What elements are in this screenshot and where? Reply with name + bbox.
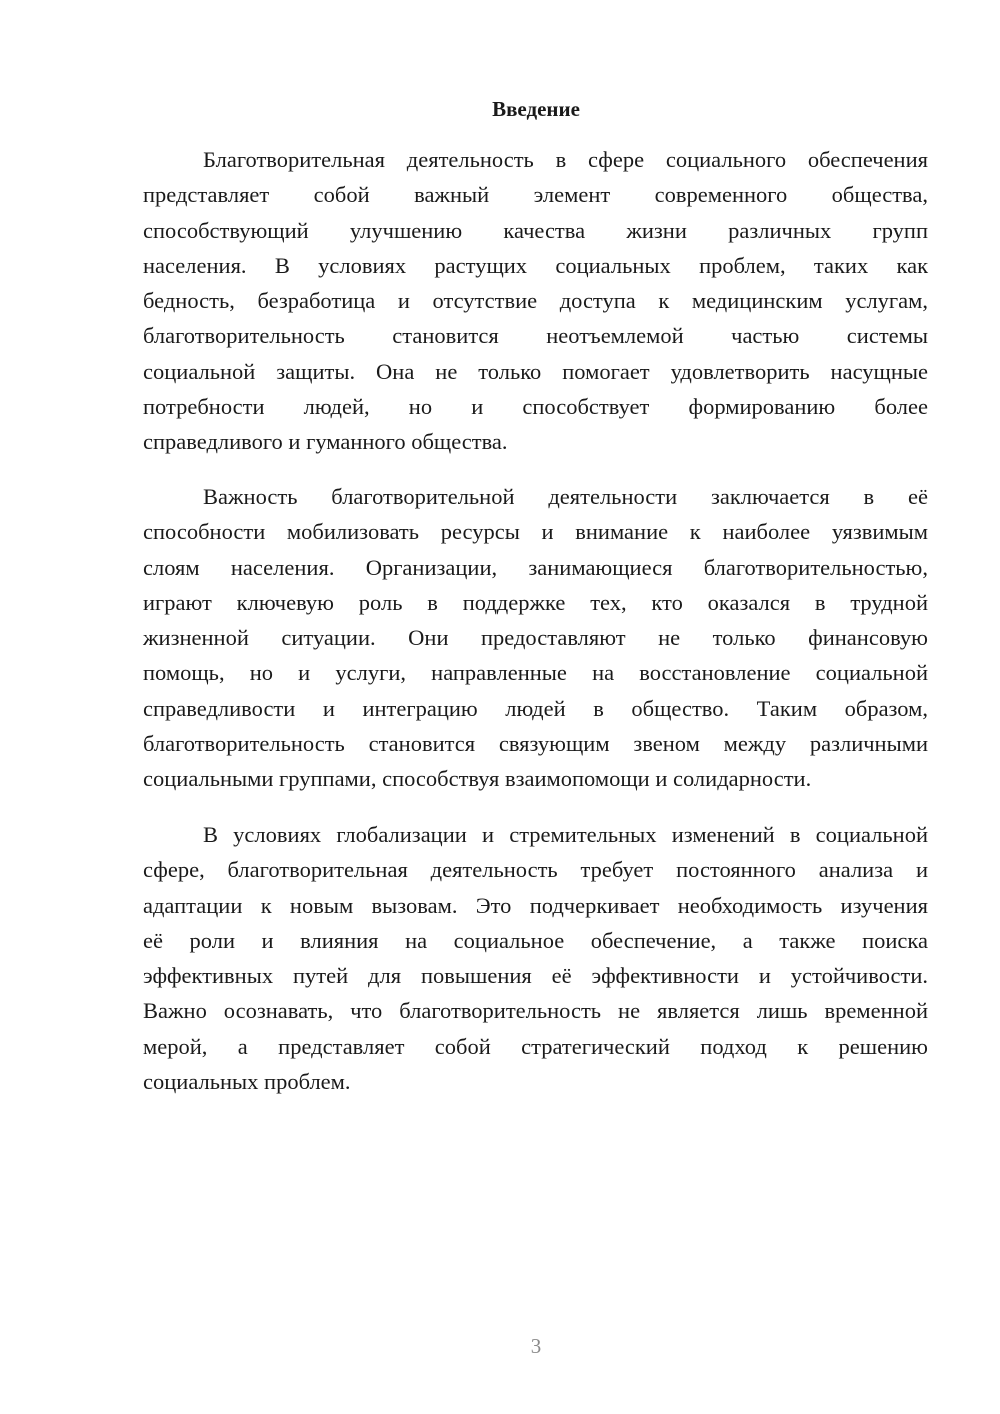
text-line: Важность благотворительной деятельности заключается в её <box>203 484 928 509</box>
text-line: способности мобилизовать ресурсы и внимание к наиболее уязвимым <box>143 519 928 545</box>
paragraph <box>143 817 928 1099</box>
text-line: представляет собой важный элемент современного общества, <box>143 182 928 208</box>
text-line: социальной защиты. Она не только помогает удовлетворить насущные <box>143 358 928 384</box>
text-line: благотворительность становится неотъемлемой частью системы <box>143 323 928 349</box>
paragraph <box>143 142 928 460</box>
text-line: жизненной ситуации. Они предоставляют не только финансовую <box>143 625 928 651</box>
paragraph <box>143 479 928 797</box>
text-line: Важно осознавать, что благотворительность не является лишь временной <box>143 998 928 1024</box>
text-line: её роли и влияния на социальное обеспечение, а также поиска <box>143 927 928 953</box>
page-number: 3 <box>530 1334 542 1358</box>
text-line: сфере, благотворительная деятельность требует постоянного анализа и <box>143 857 928 883</box>
text-line: способствующий улучшению качества жизни различных групп <box>143 217 928 243</box>
text-line: мерой, а представляет собой стратегический подход к решению <box>143 1033 928 1059</box>
text-line: помощь, но и услуги, направленные на восстановление социальной <box>143 660 928 686</box>
text-line: играют ключевую роль в поддержке тех, кто оказался в трудной <box>143 589 928 615</box>
page-title: Введение <box>492 97 580 121</box>
text-line: благотворительность становится связующим звеном между различными <box>143 731 928 757</box>
text-line: В условиях глобализации и стремительных изменений в социальной <box>203 822 928 847</box>
text-line: потребности людей, но и способствует формированию более <box>143 394 928 420</box>
text-line: справедливости и интеграцию людей в общество. Таким образом, <box>143 695 928 721</box>
text-line: социальных проблем. <box>143 1069 351 1095</box>
text-line: адаптации к новым вызовам. Это подчеркивает необходимость изучения <box>143 892 928 918</box>
text-line: эффективных путей для повышения её эффективности и устойчивости. <box>143 963 928 989</box>
text-line: социальными группами, способствуя взаимопомощи и солидарности. <box>143 766 812 792</box>
text-line: бедность, безработица и отсутствие доступа к медицинским услугам, <box>143 288 928 314</box>
text-line: населения. В условиях растущих социальных проблем, таких как <box>143 252 928 278</box>
text-line: Благотворительная деятельность в сфере социального обеспечения <box>203 147 928 172</box>
text-line: справедливого и гуманного общества. <box>143 429 508 455</box>
text-line: слоям населения. Организации, занимающиеся благотворительностью, <box>143 554 928 580</box>
